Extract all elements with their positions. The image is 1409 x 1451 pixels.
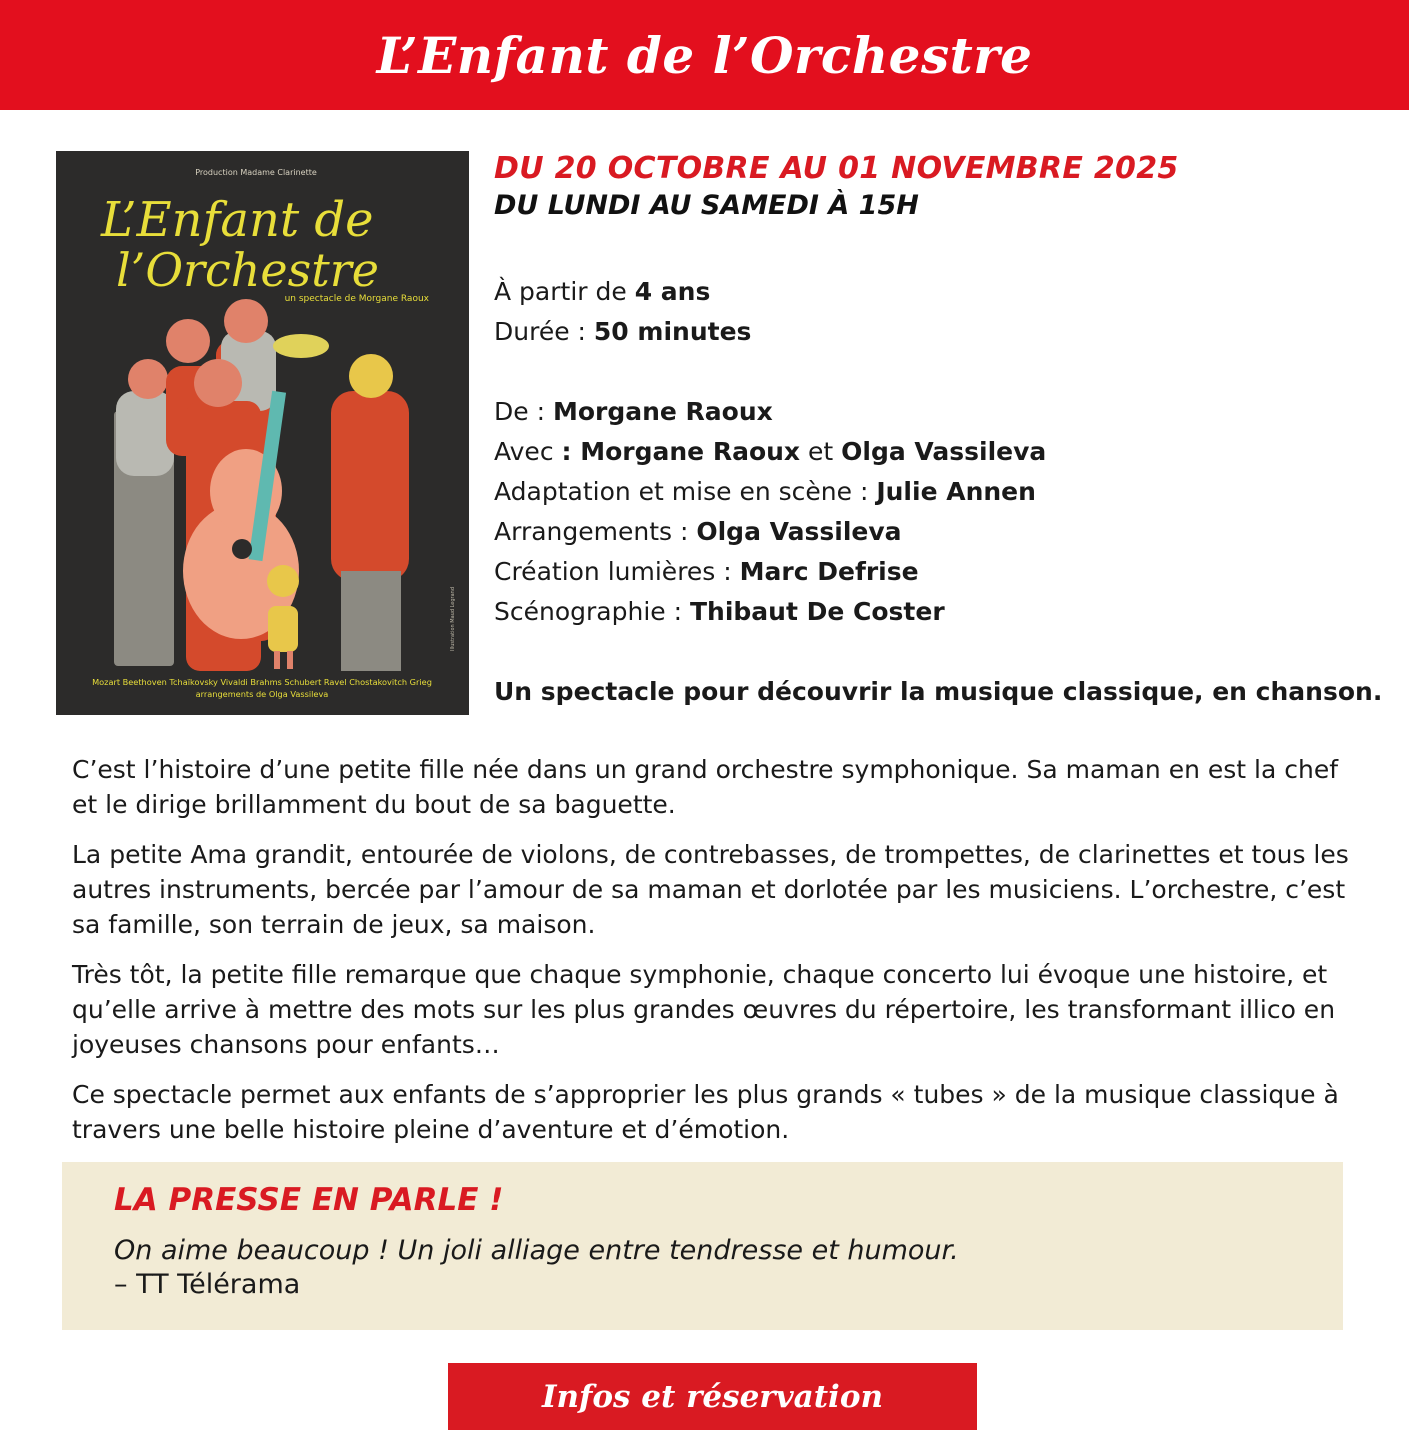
poster-title-line2: l’Orchestre: [116, 243, 379, 297]
poster-title-line1: L’Enfant de: [101, 192, 374, 248]
credit-cast: Avec : Morgane Raoux et Olga Vassileva: [494, 437, 1047, 466]
credit-author: De : Morgane Raoux: [494, 397, 773, 426]
description-paragraph: C’est l’histoire d’une petite fille née dans un grand orchestre symphonique. Sa maman en est la chef et le dirige brillamment du bout de sa baguette.: [72, 755, 1339, 819]
header-banner: [0, 0, 1409, 110]
poster-composers: Mozart Beethoven Tchaïkovsky Vivaldi Brahms Schubert Ravel Chostakovitch Grieg: [92, 677, 432, 687]
credit-direction: Adaptation et mise en scène : Julie Annen: [494, 477, 1036, 506]
booking-button[interactable]: Infos et réservation: [448, 1363, 977, 1430]
show-info: [494, 150, 1384, 712]
poster-arrangements: arrangements de Olga Vassileva: [195, 689, 329, 699]
show-poster: [56, 151, 469, 715]
description-paragraph: Très tôt, la petite fille remarque que chaque symphonie, chaque concerto lui évoque une histoire, et qu’elle arrive à mettre des mots sur les plus grandes œuvres du répertoire, les transformant illico en joyeuses chansons pour enfants…: [72, 960, 1336, 1059]
show-dates: DU 20 OCTOBRE AU 01 NOVEMBRE 2025: [494, 151, 1179, 186]
show-tagline: Un spectacle pour découvrir la musique classique, en chanson.: [494, 677, 1383, 706]
credit-arrangements: Arrangements : Olga Vassileva: [494, 517, 902, 546]
duration-line: Durée : 50 minutes: [494, 317, 752, 346]
age-value: 4 ans: [634, 277, 711, 306]
press-quote: On aime beaucoup ! Un joli alliage entre tendresse et humour.: [114, 1235, 959, 1266]
page-title: L’Enfant de l’Orchestre: [376, 25, 1033, 85]
credit-scenography: Scénographie : Thibaut De Coster: [494, 597, 945, 626]
show-description: [72, 752, 1352, 1162]
press-box: [62, 1162, 1343, 1330]
description-paragraph: La petite Ama grandit, entourée de violons, de contrebasses, de trompettes, de clarinettes et tous les autres instruments, bercée par l’amour de sa maman et dorlotée par les musiciens. L’orchestre, c’est sa famille, son terrain de jeux, sa maison.: [72, 840, 1349, 939]
press-heading: LA PRESSE EN PARLE !: [114, 1182, 504, 1218]
credit-lighting: Création lumières : Marc Defrise: [494, 557, 919, 586]
poster-subtitle: un spectacle de Morgane Raoux: [284, 294, 429, 304]
duration-value: 50 minutes: [593, 317, 752, 346]
description-paragraph: Ce spectacle permet aux enfants de s’approprier les plus grands « tubes » de la musique classique à travers une belle histoire pleine d’aventure et d’émotion.: [72, 1080, 1339, 1144]
poster-production: Production Madame Clarinette: [195, 168, 317, 177]
poster-illustration-credit: Illustration Maud Legrand: [450, 587, 456, 651]
age-line: À partir de 4 ans: [494, 277, 711, 306]
press-source: – TT Télérama: [114, 1269, 301, 1300]
show-schedule: DU LUNDI AU SAMEDI À 15H: [494, 190, 919, 221]
